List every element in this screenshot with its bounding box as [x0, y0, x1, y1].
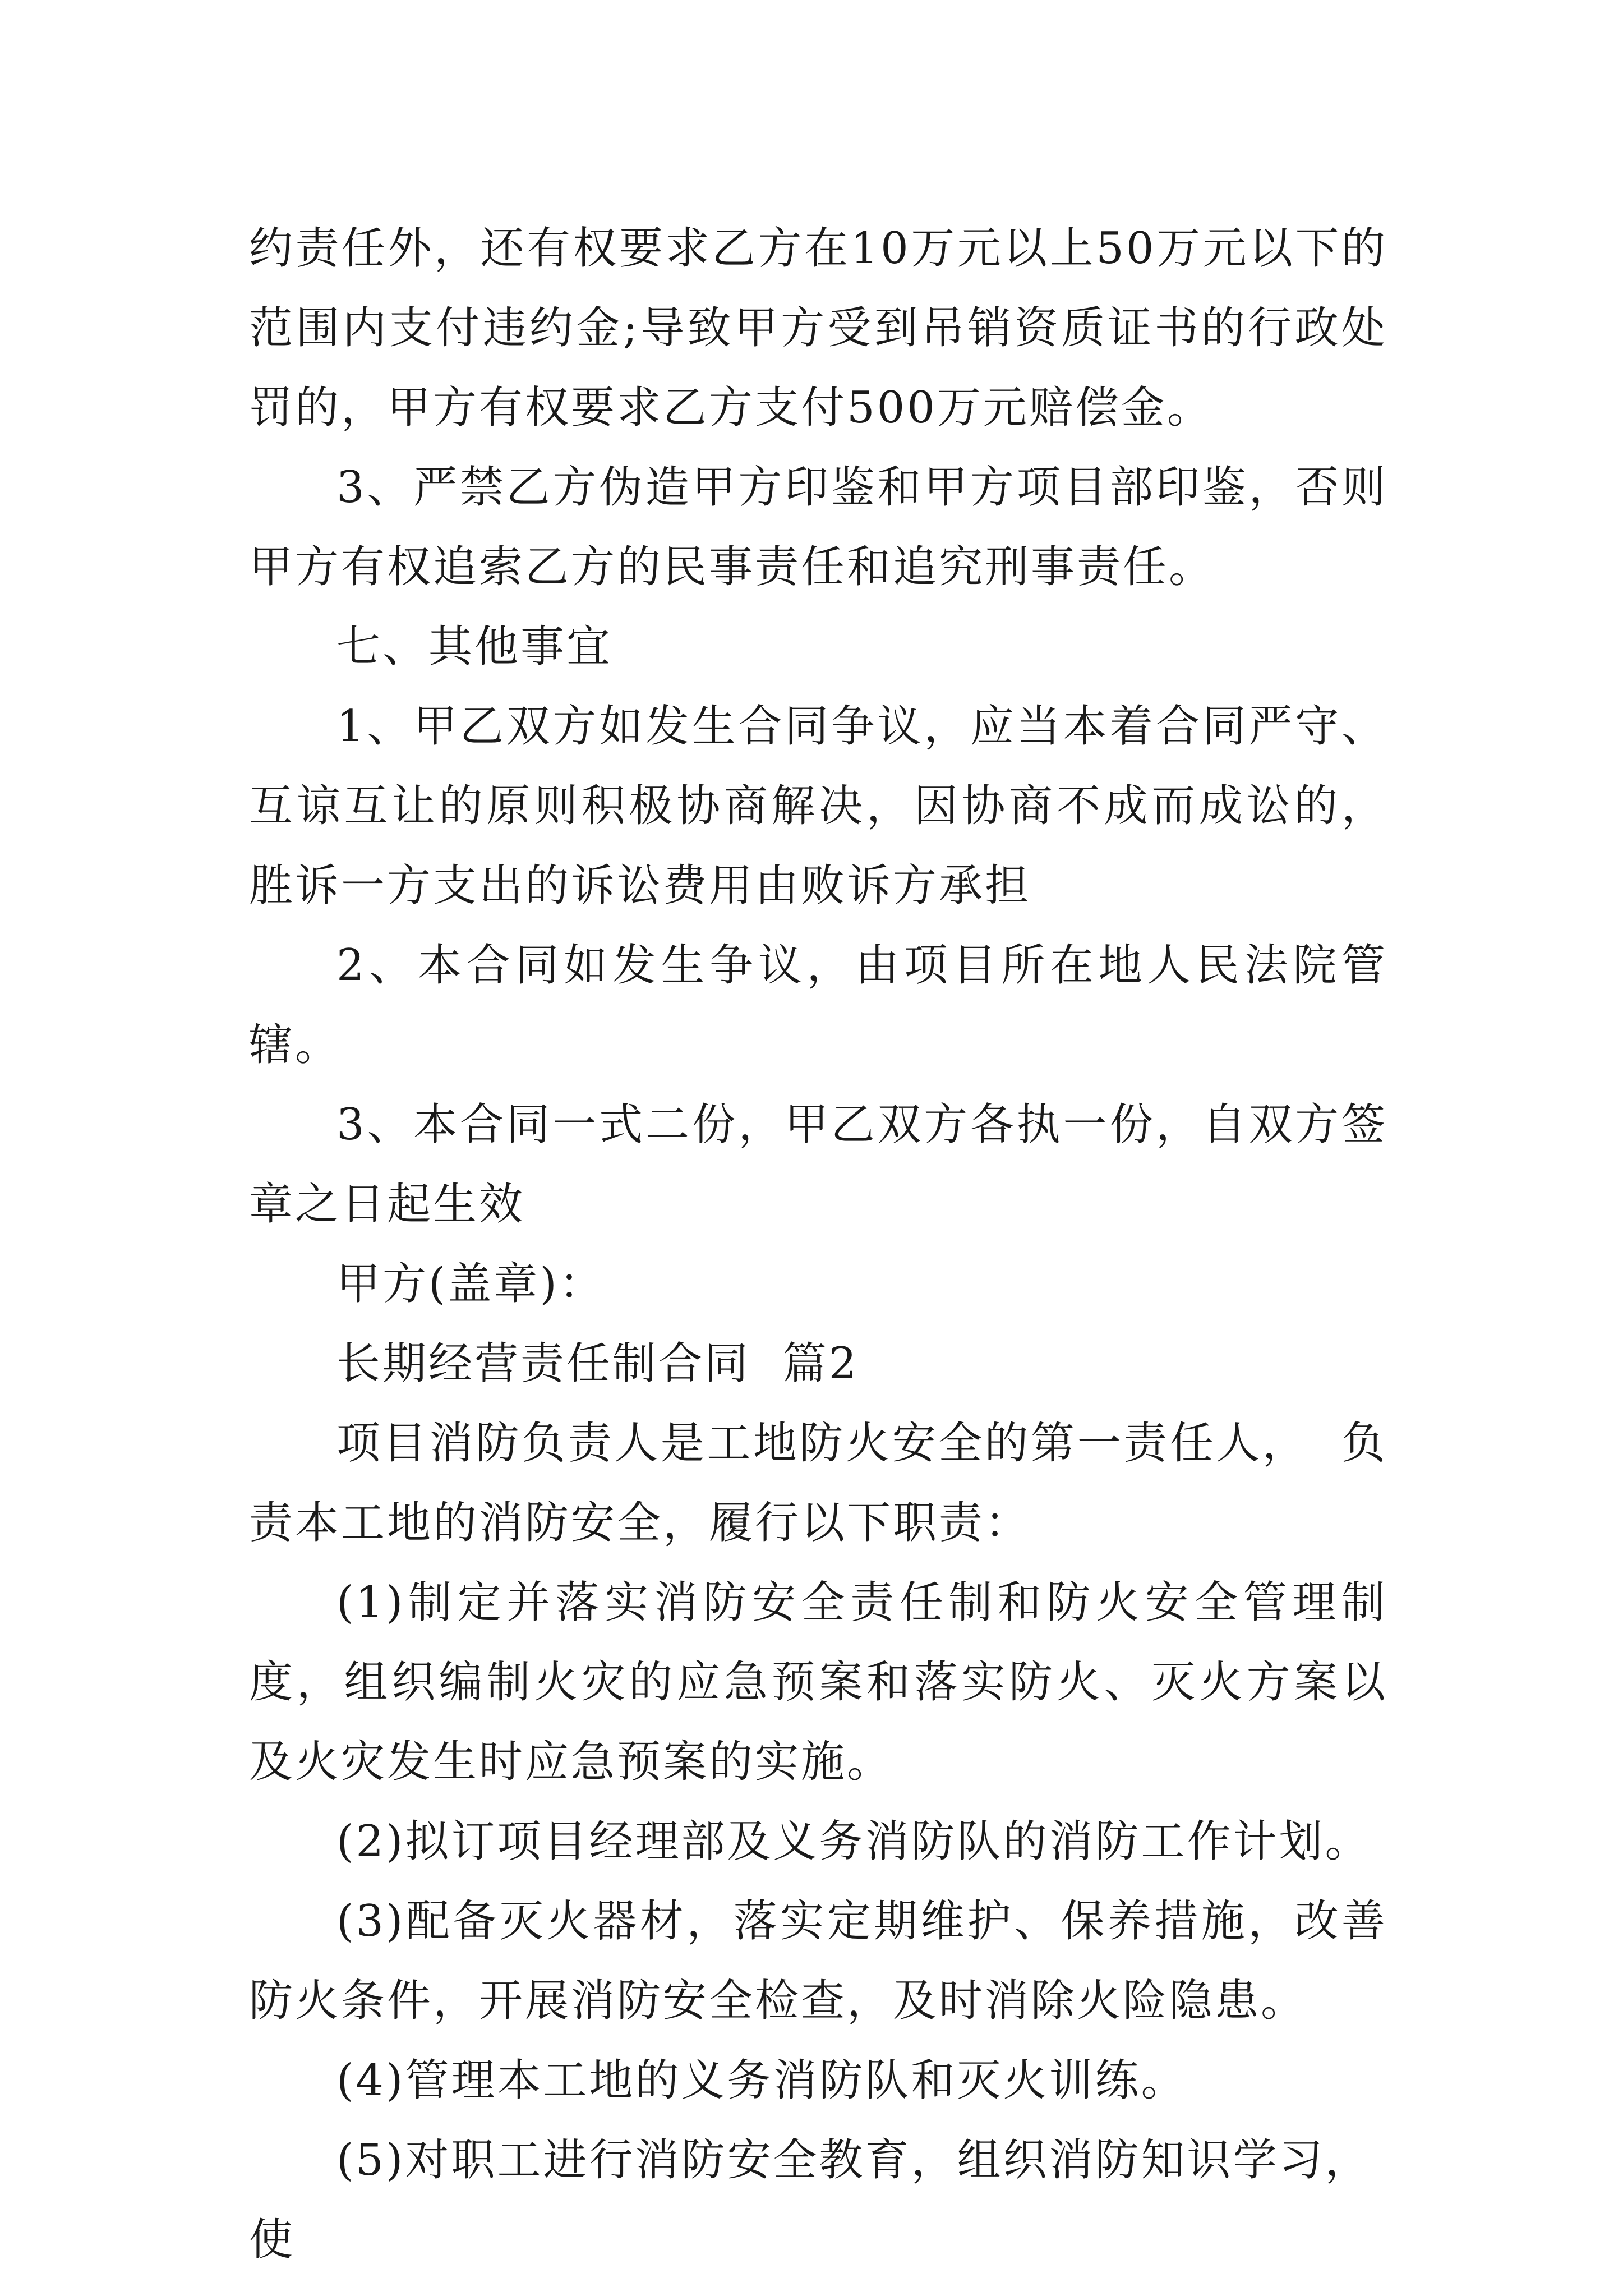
paragraph-seal-forgery: 3、严禁乙方伪造甲方印鉴和甲方项目部印鉴，否则甲方有权追索乙方的民事责任和追究刑事责任。: [249, 462, 1387, 592]
contract-title-part-2: 长期经营责任制合同 篇2: [336, 1338, 859, 1389]
paragraph-breach-compensation: 约责任外，还有权要求乙方在10万元以上50万元以下的范围内支付违约金;导致甲方受到吊销资质证书的行政处罚的，甲方有权要求乙方支付500万元赔偿金。: [249, 223, 1387, 433]
signature-party-a: 甲方(盖章)：: [336, 1259, 605, 1309]
paragraph-copies-effective: 3、本合同一式二份，甲乙双方各执一份，自双方签章之日起生效: [249, 1099, 1387, 1230]
paragraph-fire-safety-lead: 项目消防负责人是工地防火安全的第一责任人， 负责本工地的消防安全，履行以下职责：: [249, 1418, 1387, 1548]
paragraph-dispute-negotiation: 1、甲乙双方如发生合同争议，应当本着合同严守、互谅互让的原则积极协商解决，因协商不成而成讼的，胜诉一方支出的诉讼费用由败诉方承担: [249, 701, 1387, 911]
list-item-duty-1: (1)制定并落实消防安全责任制和防火安全管理制度，组织编制火灾的应急预案和落实防火、灭火方案以及火灾发生时应急预案的实施。: [249, 1577, 1387, 1787]
list-item-duty-5: (5)对职工进行消防安全教育，组织消防知识学习，使: [249, 2135, 1371, 2265]
list-item-duty-4: (4)管理本工地的义务消防队和灭火训练。: [336, 2055, 1187, 2106]
document-body: [249, 209, 1387, 2280]
section-heading-other-matters: 七、其他事宜: [336, 622, 613, 672]
paragraph-jurisdiction: 2、本合同如发生争议，由项目所在地人民法院管辖。: [249, 940, 1387, 1070]
list-item-duty-2: (2)拟订项目经理部及义务消防队的消防工作计划。: [336, 1816, 1371, 1867]
list-item-duty-3: (3)配备灭火器材，落实定期维护、保养措施，改善防火条件，开展消防安全检查，及时消除火险隐患。: [249, 1896, 1387, 2026]
